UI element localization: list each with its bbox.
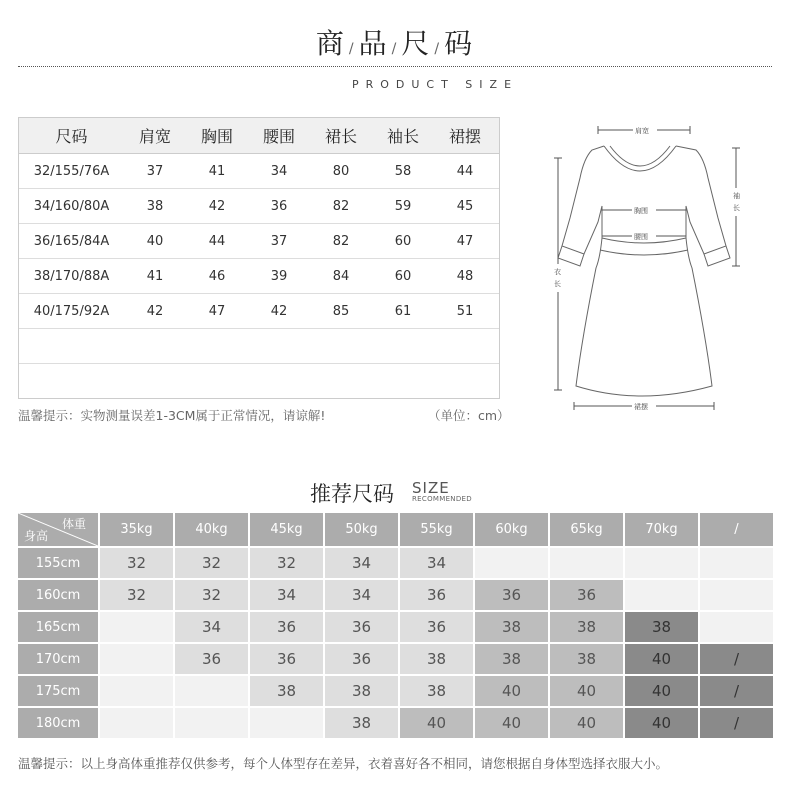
recommend-cell: 38 bbox=[325, 708, 398, 738]
recommend-cell: 40 bbox=[400, 708, 473, 738]
title-char: 商 bbox=[315, 27, 346, 60]
weight-header: 50kg bbox=[325, 513, 398, 546]
corner-weight: 体重 bbox=[61, 517, 86, 531]
table-row bbox=[19, 259, 499, 294]
table-cell: 38 bbox=[146, 198, 164, 214]
dress-diagram bbox=[540, 118, 750, 418]
weight-header: 70kg bbox=[625, 513, 698, 546]
recommend-cell bbox=[100, 612, 173, 642]
recommend-cell: 32 bbox=[100, 580, 173, 610]
table-cell: 39 bbox=[270, 268, 288, 284]
length-label: 衣 bbox=[554, 268, 561, 276]
table-cell: 38/170/88A bbox=[33, 268, 110, 284]
recommend-cell: / bbox=[700, 676, 773, 706]
table-cell: 42 bbox=[208, 198, 226, 214]
table-cell: 44 bbox=[208, 233, 226, 249]
recommend-row bbox=[18, 580, 773, 610]
weight-header: 45kg bbox=[250, 513, 323, 546]
recommend-cell bbox=[475, 548, 548, 578]
column-header: 腰围 bbox=[262, 127, 295, 146]
recommend-cell: 40 bbox=[475, 708, 548, 738]
table-row bbox=[19, 294, 499, 329]
title-slash: / bbox=[391, 41, 399, 57]
height-header: 175cm bbox=[18, 676, 98, 706]
title-char: 码 bbox=[444, 27, 475, 60]
table-cell: 45 bbox=[456, 198, 474, 214]
recommend-cell: 36 bbox=[325, 644, 398, 674]
table-cell: 44 bbox=[456, 163, 474, 179]
recommend-table bbox=[16, 511, 775, 740]
recommend-cell: 36 bbox=[250, 644, 323, 674]
recommend-cell bbox=[175, 708, 248, 738]
dress-outline bbox=[562, 146, 726, 396]
recommend-cell: 40 bbox=[625, 708, 698, 738]
recommend-cell: 36 bbox=[325, 612, 398, 642]
table-cell: 48 bbox=[456, 268, 474, 284]
column-header: 裙长 bbox=[324, 127, 357, 146]
hem-label: 裙摆 bbox=[634, 403, 648, 411]
sleeve-label: 长 bbox=[733, 204, 740, 212]
unit-label: （单位：cm） bbox=[428, 408, 510, 423]
shoulder-label: 肩宽 bbox=[635, 127, 649, 135]
recommend-cell: 40 bbox=[475, 676, 548, 706]
column-header: 袖长 bbox=[386, 127, 419, 146]
recommend-header-row bbox=[18, 513, 773, 546]
column-header: 尺码 bbox=[55, 127, 88, 146]
recommend-en-small: RECOMMENDED bbox=[412, 495, 472, 503]
table-cell: 58 bbox=[394, 163, 412, 179]
recommend-cell: 34 bbox=[325, 580, 398, 610]
table-row bbox=[19, 189, 499, 224]
recommend-row bbox=[18, 644, 773, 674]
recommend-cell: 32 bbox=[250, 548, 323, 578]
page-subtitle: PRODUCT SIZE bbox=[351, 78, 519, 91]
table-cell: 47 bbox=[208, 303, 226, 319]
table-cell: 80 bbox=[332, 163, 350, 179]
title-slash: / bbox=[434, 41, 442, 57]
measurement-tip: 温馨提示：实物测量误差1-3CM属于正常情况，请谅解! bbox=[18, 408, 326, 423]
column-header: 胸围 bbox=[200, 127, 233, 146]
recommend-cell bbox=[700, 548, 773, 578]
weight-header: 65kg bbox=[550, 513, 623, 546]
title-slash: / bbox=[348, 41, 356, 57]
waist-label: 腰围 bbox=[634, 233, 648, 241]
size-table bbox=[18, 117, 500, 399]
table-cell: 82 bbox=[332, 198, 350, 214]
recommend-cell: 40 bbox=[625, 644, 698, 674]
table-cell: 34/160/80A bbox=[33, 198, 110, 214]
neckline bbox=[604, 146, 676, 171]
dotted-divider bbox=[18, 66, 772, 67]
recommend-cell: 38 bbox=[400, 644, 473, 674]
recommend-cell: 38 bbox=[250, 676, 323, 706]
table-cell: 40 bbox=[146, 233, 164, 249]
recommend-cell bbox=[700, 612, 773, 642]
table-cell: 37 bbox=[270, 233, 288, 249]
table-cell: 85 bbox=[332, 303, 350, 319]
table-cell: 40/175/92A bbox=[33, 303, 110, 319]
table-cell: 32/155/76A bbox=[33, 163, 110, 179]
recommend-title: 推荐尺码 bbox=[310, 482, 394, 506]
recommend-cell: 38 bbox=[550, 644, 623, 674]
recommend-cell: 36 bbox=[550, 580, 623, 610]
table-cell: 37 bbox=[146, 163, 164, 179]
height-header: 170cm bbox=[18, 644, 98, 674]
recommend-row bbox=[18, 548, 773, 578]
recommend-cell: 34 bbox=[400, 548, 473, 578]
recommend-cell: 38 bbox=[475, 644, 548, 674]
recommend-cell: 32 bbox=[100, 548, 173, 578]
corner-height: 身高 bbox=[24, 529, 49, 543]
recommend-cell: 38 bbox=[625, 612, 698, 642]
table-cell: 51 bbox=[456, 303, 474, 319]
chest-label: 胸围 bbox=[634, 207, 648, 215]
title-char: 品 bbox=[358, 27, 389, 60]
table-cell: 60 bbox=[394, 268, 412, 284]
table-cell: 36 bbox=[270, 198, 288, 214]
height-header: 160cm bbox=[18, 580, 98, 610]
recommend-cell: 40 bbox=[550, 708, 623, 738]
recommend-row bbox=[18, 676, 773, 706]
recommend-cell: 34 bbox=[325, 548, 398, 578]
recommend-cell bbox=[100, 644, 173, 674]
recommend-cell bbox=[250, 708, 323, 738]
table-cell: 34 bbox=[270, 163, 288, 179]
page-title bbox=[0, 22, 790, 62]
recommend-cell: 36 bbox=[400, 612, 473, 642]
table-row bbox=[19, 224, 499, 259]
height-header: 165cm bbox=[18, 612, 98, 642]
table-row-empty bbox=[19, 364, 499, 399]
recommend-cell bbox=[100, 676, 173, 706]
weight-header: 40kg bbox=[175, 513, 248, 546]
recommend-cell: 34 bbox=[250, 580, 323, 610]
weight-header: 35kg bbox=[100, 513, 173, 546]
recommend-cell: 36 bbox=[475, 580, 548, 610]
recommend-cell: 40 bbox=[625, 676, 698, 706]
corner-header bbox=[18, 513, 98, 546]
table-cell: 59 bbox=[394, 198, 412, 214]
column-header: 裙摆 bbox=[448, 127, 481, 146]
table-row-empty bbox=[19, 329, 499, 364]
height-header: 155cm bbox=[18, 548, 98, 578]
recommend-cell: 38 bbox=[550, 612, 623, 642]
table-cell: 42 bbox=[270, 303, 288, 319]
sleeve-label: 袖 bbox=[733, 192, 740, 200]
length-label: 长 bbox=[554, 280, 561, 288]
recommend-cell: 38 bbox=[475, 612, 548, 642]
recommend-tip: 温馨提示：以上身高体重推荐仅供参考，每个人体型存在差异，衣着喜好各不相同，请您根据自身体型选择衣服大小。 bbox=[18, 756, 669, 771]
recommend-cell: 36 bbox=[175, 644, 248, 674]
table-row bbox=[19, 154, 499, 189]
weight-header: 60kg bbox=[475, 513, 548, 546]
table-cell: 42 bbox=[146, 303, 164, 319]
height-header: 180cm bbox=[18, 708, 98, 738]
recommend-en-title bbox=[412, 481, 472, 503]
table-cell: 60 bbox=[394, 233, 412, 249]
recommend-cell: / bbox=[700, 708, 773, 738]
table-cell: 41 bbox=[208, 163, 226, 179]
table-cell: 47 bbox=[456, 233, 474, 249]
title-char: 尺 bbox=[401, 27, 432, 60]
recommend-cell bbox=[175, 676, 248, 706]
recommend-row bbox=[18, 612, 773, 642]
recommend-cell bbox=[625, 580, 698, 610]
table-cell: 84 bbox=[332, 268, 350, 284]
weight-header: 55kg bbox=[400, 513, 473, 546]
recommend-cell bbox=[100, 708, 173, 738]
recommend-cell bbox=[625, 548, 698, 578]
recommend-cell: 36 bbox=[250, 612, 323, 642]
recommend-row bbox=[18, 708, 773, 738]
recommend-en-big: SIZE bbox=[412, 479, 450, 497]
recommend-cell bbox=[550, 548, 623, 578]
recommend-cell: 38 bbox=[400, 676, 473, 706]
table-cell: 36/165/84A bbox=[33, 233, 110, 249]
recommend-cell: 34 bbox=[175, 612, 248, 642]
recommend-cell: 32 bbox=[175, 548, 248, 578]
recommend-cell: 36 bbox=[400, 580, 473, 610]
table-cell: 41 bbox=[146, 268, 164, 284]
table-cell: 82 bbox=[332, 233, 350, 249]
column-header: 肩宽 bbox=[138, 127, 171, 146]
table-cell: 46 bbox=[208, 268, 226, 284]
recommend-cell: 40 bbox=[550, 676, 623, 706]
recommend-cell: 32 bbox=[175, 580, 248, 610]
weight-header: / bbox=[700, 513, 773, 546]
recommend-cell: / bbox=[700, 644, 773, 674]
size-table-header bbox=[19, 118, 499, 154]
recommend-cell: 38 bbox=[325, 676, 398, 706]
table-cell: 61 bbox=[394, 303, 412, 319]
recommend-cell bbox=[700, 580, 773, 610]
